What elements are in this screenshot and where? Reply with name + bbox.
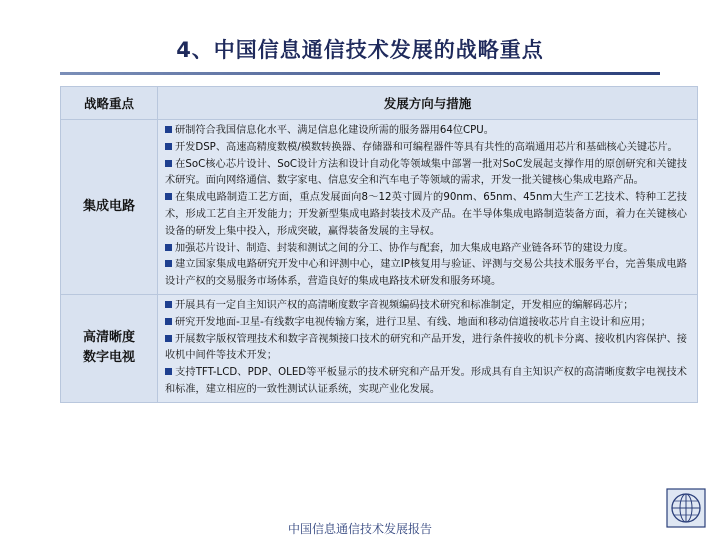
page-title: 4、中国信息通信技术发展的战略重点 [176,38,544,62]
header-direction-measures: 发展方向与措施 [158,87,698,120]
list-item [165,257,687,291]
list-item [165,365,687,399]
list-item-text: 开展数字版权管理技术和数字音视频接口技术的研究和产品开发，进行条件接收的机卡分离、接收机内容保护、接收机中间件等技术开发； [165,333,687,362]
square-bullet-icon [165,160,172,167]
measures-cell [158,294,698,402]
list-item [165,332,687,366]
list-item-text: 建立国家集成电路研究开发中心和评测中心，建立IP核复用与验证、评测与交易公共技术服务平台，完善集成电路设计产权的交易服务市场体系，营造良好的集成电路技术研发和服务环境。 [165,259,687,288]
globe-grid-logo-icon [666,488,706,528]
square-bullet-icon [165,193,172,200]
list-item-text: 开发DSP、高速高精度数模/模数转换器、存储器和可编程器件等具有共性的高端通用芯片和基础核心关键芯片。 [175,141,678,153]
square-bullet-icon [165,126,172,133]
list-item [165,241,687,258]
strategy-topic-label: 数字电视 [82,350,135,366]
list-item [165,190,687,240]
strategy-topic-label: 集成电路 [82,198,135,214]
list-item-text: 研制符合我国信息化水平、满足信息化建设所需的服务器用64位CPU。 [175,125,494,136]
list-item [165,298,687,315]
footer-report-name: 中国信息通信技术发展报告 [287,522,432,536]
square-bullet-icon [165,335,172,342]
strategy-table [60,86,698,403]
list-item-text: 支持TFT-LCD、PDP、OLED等平板显示的技术研究和产品开发。形成具有自主知识产权的高清晰度数字电视技术和标准，建立相应的一致性测试认证系统，实现产业化发展。 [165,367,687,395]
table-row [61,294,698,402]
square-bullet-icon [165,143,172,150]
strategy-topic-cell [61,120,158,295]
measures-cell [158,120,698,295]
header-strategic-focus: 战略重点 [61,87,158,120]
list-item-text: 开展具有一定自主知识产权的高清晰度数字音视频编码技术研究和标准制定，开发相应的编解码芯片； [175,299,634,311]
list-item [165,157,687,191]
square-bullet-icon [165,301,172,308]
table-row [61,120,698,295]
list-item-text: 研究开发地面-卫星-有线数字电视传输方案，进行卫星、有线、地面和移动信道接收芯片自主设计和应用； [175,316,651,328]
square-bullet-icon [165,368,172,375]
table-header-row [61,87,698,120]
strategy-topic-label: 高清晰度 [82,330,135,346]
list-item-text: 在集成电路制造工艺方面，重点发展面向8～12英寸圆片的90nm、65nm、45nm大生产工艺技术、特种工艺技术，形成工艺自主开发能力；开发新型集成电路封装技术及产品。在半导体集成电路制造装备方面，着力在关键核心设备的研发上集中投入，形成突破，赢得装备发展的主导权。 [165,192,687,237]
square-bullet-icon [165,244,172,251]
list-item-text: 在SoC核心芯片设计、SoC设计方法和设计自动化等领域集中部署一批对SoC发展起支撑作用的原创研究和关键技术研究。面向网络通信、数字家电、信息安全和汽车电子等领域的需求，开发一批关键核心集成电路产品。 [165,158,687,187]
list-item [165,315,687,332]
square-bullet-icon [165,260,172,267]
list-item [165,140,687,157]
strategy-topic-cell [61,294,158,402]
square-bullet-icon [165,318,172,325]
title-divider [60,72,660,75]
list-item-text: 加强芯片设计、制造、封装和测试之间的分工、协作与配套，加大集成电路产业链各环节的建设力度。 [175,242,634,254]
list-item [165,123,687,140]
